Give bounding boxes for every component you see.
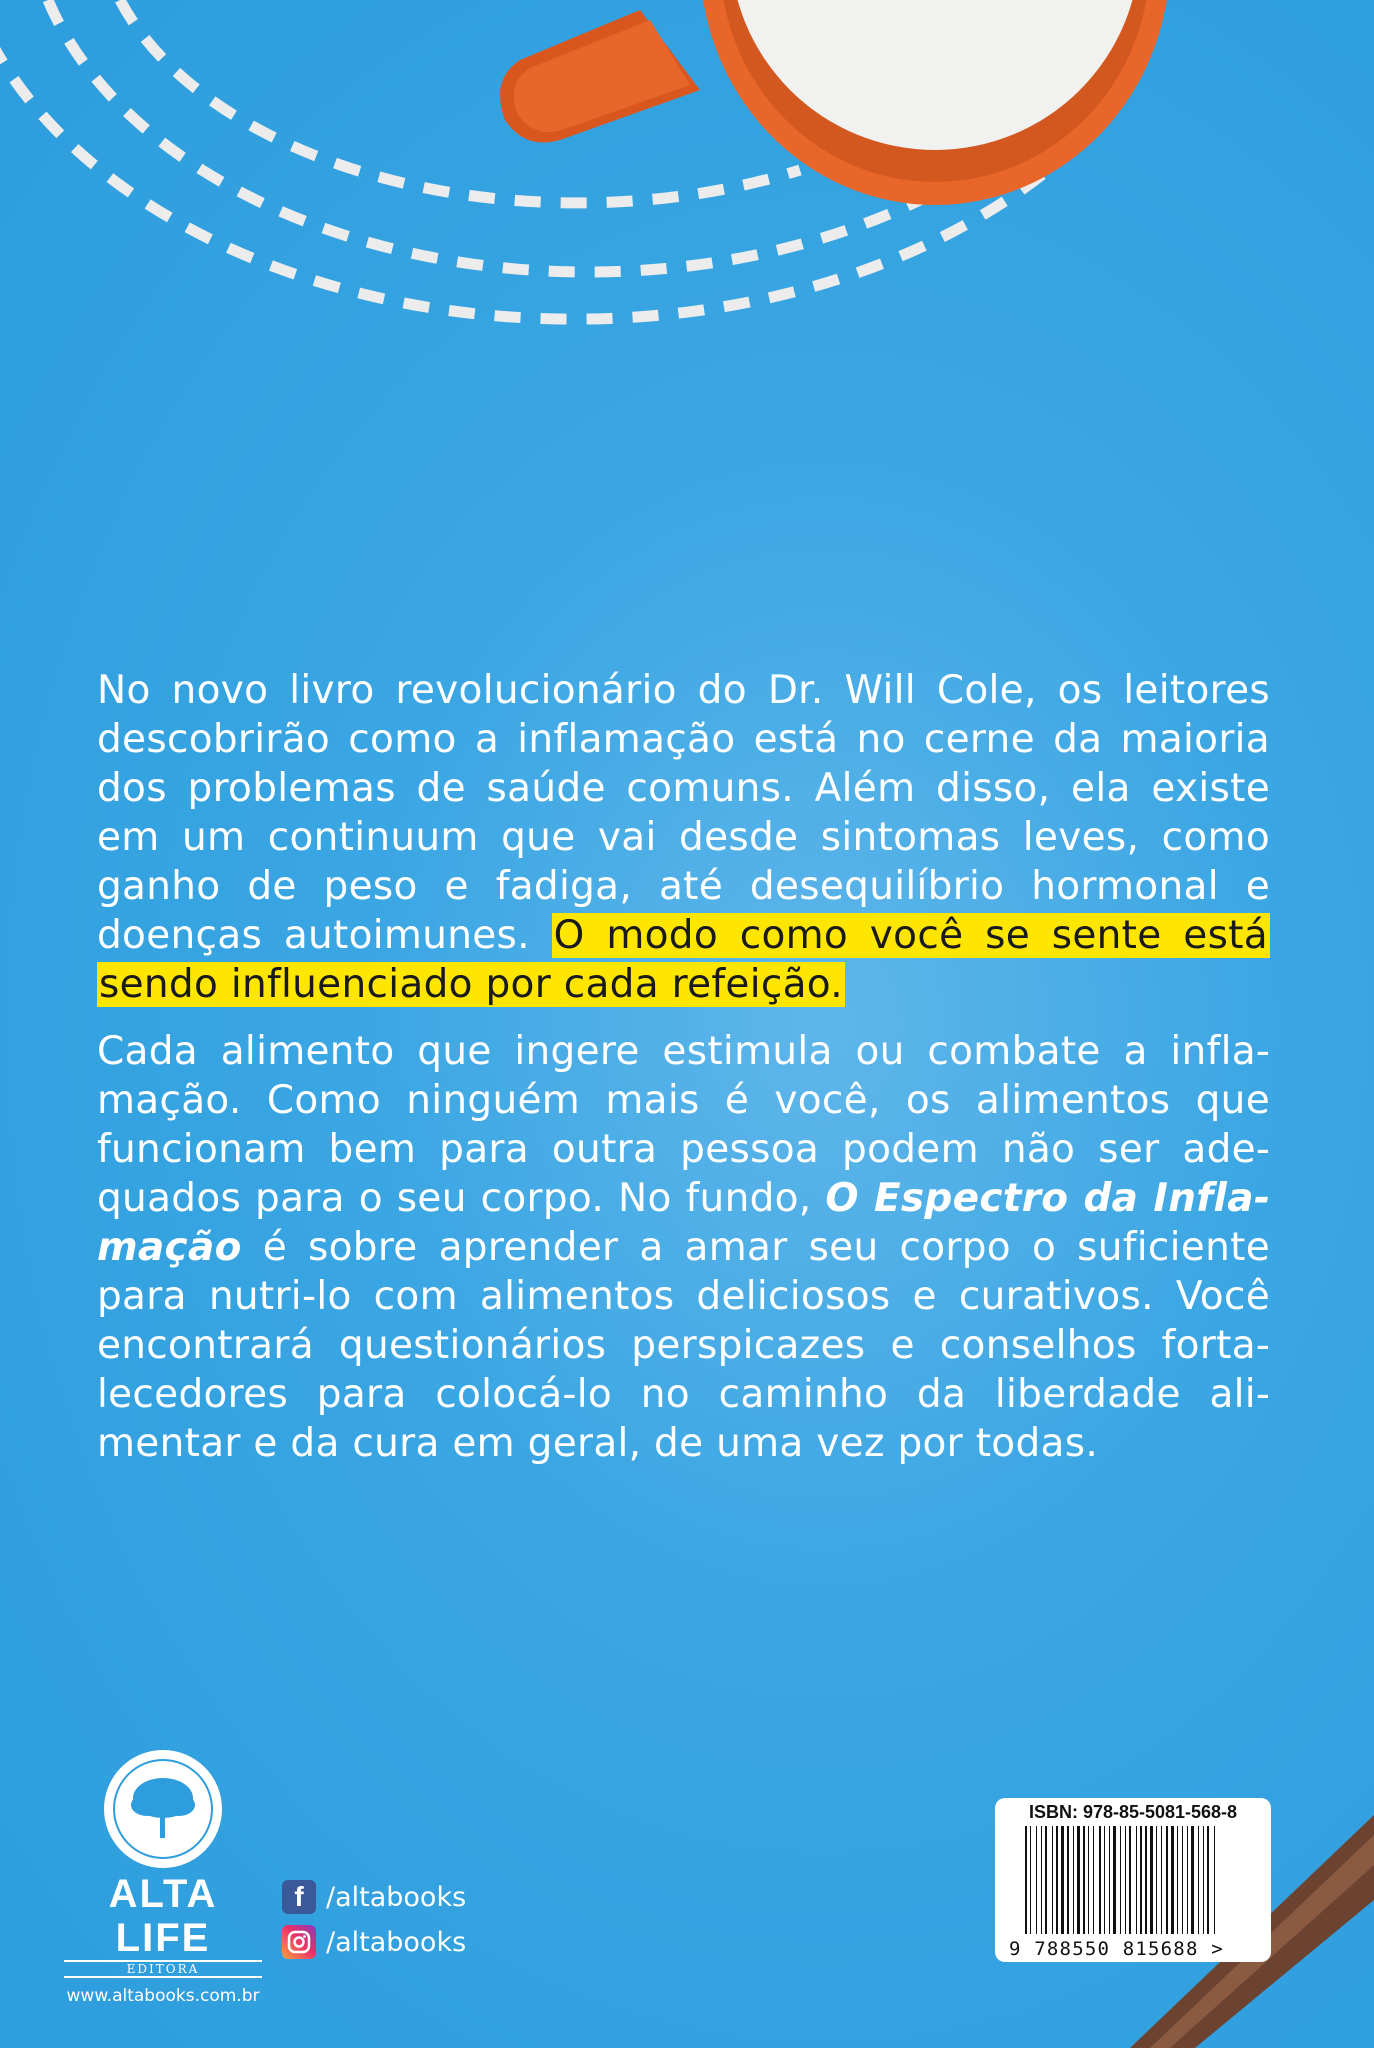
publisher-url[interactable]: www.altabooks.com.br [66, 1986, 260, 2006]
facebook-icon: f [282, 1880, 316, 1914]
back-cover-blurb [97, 666, 1270, 1486]
publisher-name: ALTA LIFE [108, 1872, 218, 1960]
publisher-sub: EDITORA [64, 1960, 262, 1978]
barcode-digits: 9 788550 815688 > [1009, 1938, 1224, 1960]
instagram-link[interactable] [282, 1925, 466, 1959]
instagram-icon [282, 1925, 316, 1959]
blurb-text: é sobre aprender a amar seu corpo o suficiente para nutri-lo com alimentos deliciosos e curativos. Você encontrará questionários perspicazes e conselhos fortalecedores para colocá-lo no caminho da liberdade alimentar e da cura em geral, de uma vez por todas. [97, 1225, 1270, 1466]
facebook-link[interactable] [282, 1880, 466, 1914]
isbn-label: ISBN: 978-85-5081-568-8 [1028, 1802, 1238, 1822]
facebook-handle: /altabooks [326, 1881, 467, 1913]
highlighted-sentence: O modo como você se sente está sendo influenciado por cada refeição. [99, 913, 1268, 1007]
isbn-barcode [995, 1798, 1271, 1962]
dashed-arc-inner [120, 0, 800, 203]
publisher-logo [58, 1750, 268, 2006]
blurb-paragraph-2 [97, 1027, 1270, 1468]
book-title-italic: O Espectro da Inflamação [97, 1176, 1270, 1270]
blurb-text: No novo livro revolucionário do Dr. Will Cole, os leitores descobrirão como a inflamação está no cerne da maioria dos problemas de saúde comuns. Além disso, ela existe em um continuum que vai desde sintomas leves, como ganho de peso e fadiga, até desequilíbrio hormonal e doenças autoimunes. [97, 668, 1270, 958]
tree-logo-icon [104, 1750, 222, 1868]
blurb-paragraph-1 [97, 666, 1270, 1009]
blurb-text: Cada alimento que ingere estimula ou combate a inflamação. Como ninguém mais é você, os alimentos que funcionam bem para outra pessoa podem não ser adequados para o seu corpo. No fundo, [97, 1029, 1270, 1221]
instagram-handle: /altabooks [326, 1926, 467, 1958]
